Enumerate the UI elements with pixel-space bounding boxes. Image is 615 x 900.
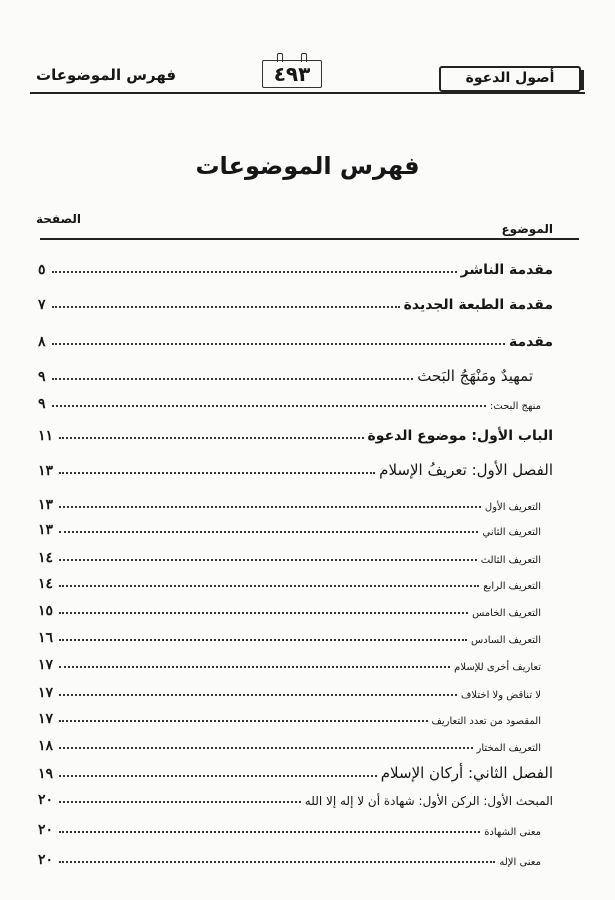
toc-entry-page: ١٣ <box>38 463 54 479</box>
toc-leader-dots <box>59 531 478 533</box>
toc-entry <box>38 685 553 701</box>
toc-entry-title: المبحث الأول: الركن الأول: شهادة أن لا إله إلا الله <box>304 794 553 808</box>
toc-entry-title: تعاريف أخرى للإسلام <box>454 662 541 673</box>
page-title: فهرس الموضوعات <box>195 152 420 180</box>
toc-leader-dots <box>59 506 481 508</box>
toc-entry-title: مقدمة الطبعة الجديدة <box>403 297 553 313</box>
toc-entry-title: التعريف الثالث <box>480 555 541 566</box>
toc-leader-dots <box>52 405 486 407</box>
toc-entry-page: ١٨ <box>38 738 54 754</box>
toc-leader-dots <box>59 612 468 614</box>
toc-leader-dots <box>59 694 457 696</box>
toc-entry-title: مقدمة الناشر <box>460 262 553 278</box>
toc-entry <box>38 764 553 782</box>
toc-leader-dots <box>59 747 473 749</box>
toc-entry <box>38 852 553 868</box>
toc-entry-title: الفصل الأول: تعريفُ الإسلام <box>379 461 553 479</box>
toc-leader-dots <box>59 831 480 833</box>
toc-entry-page: ٥ <box>38 262 46 278</box>
toc-entry <box>38 334 553 350</box>
book-title-box: أصول الدعوة <box>439 66 581 92</box>
toc-leader-dots <box>52 271 457 273</box>
toc-entry-title: مقدمة <box>509 334 553 350</box>
toc-entry-page: ١٧ <box>38 657 54 673</box>
toc-leader-dots <box>59 861 495 863</box>
column-header-topic: الموضوع <box>501 222 553 236</box>
toc-entry-page: ١١ <box>38 428 54 444</box>
toc-entry-page: ٩ <box>38 396 46 412</box>
toc-entry-title: المقصود من تعدد التعاريف <box>431 716 541 727</box>
running-header-title: فهرس الموضوعات <box>36 66 177 84</box>
toc-entry <box>38 522 553 538</box>
toc-entry-page: ٧ <box>38 297 46 313</box>
toc-entry <box>38 461 553 479</box>
toc-leader-dots <box>59 775 377 777</box>
toc-entry-page: ١٤ <box>38 576 54 592</box>
toc-entry-page: ٢٠ <box>38 852 54 868</box>
toc-entry <box>38 657 553 673</box>
toc-entry <box>38 367 553 385</box>
toc-entry-page: ١٦ <box>38 630 54 646</box>
toc-leader-dots <box>52 378 414 380</box>
toc-entry-page: ١٥ <box>38 603 54 619</box>
toc-entry-title: التعريف الثاني <box>482 527 541 538</box>
toc-entry-page: ١٩ <box>38 766 54 782</box>
toc-entry-page: ٩ <box>38 369 46 385</box>
toc-entry-title: التعريف الأول <box>484 502 541 513</box>
toc-entry <box>38 550 553 566</box>
toc-entry-title: التعريف الخامس <box>472 608 541 619</box>
toc-leader-dots <box>52 343 505 345</box>
toc-leader-dots <box>59 437 364 439</box>
toc-leader-dots <box>59 666 450 668</box>
toc-entry <box>38 738 553 754</box>
toc-entry <box>38 792 553 808</box>
toc-entry-title: الفصل الثاني: أركان الإسلام <box>380 764 553 782</box>
toc-leader-dots <box>59 585 479 587</box>
toc-entry <box>38 497 553 513</box>
toc-entry-title: معنى الإله <box>499 857 541 868</box>
toc-leader-dots <box>59 559 477 561</box>
toc-entry <box>38 428 553 444</box>
toc-entry-title: الباب الأول: موضوع الدعوة <box>367 428 553 444</box>
toc-entry-title: التعريف المختار <box>476 743 541 754</box>
toc-leader-dots <box>59 720 428 722</box>
toc-leader-dots <box>59 472 375 474</box>
toc-entry-page: ٢٠ <box>38 822 54 838</box>
toc-entry-page: ١٤ <box>38 550 54 566</box>
toc-entry-title: منهج البحث: <box>489 401 541 412</box>
toc-entry-title: التعريف الرابع <box>483 581 541 592</box>
toc-leader-dots <box>59 639 467 641</box>
column-header-page: الصفحة <box>36 212 82 226</box>
toc-entry-page: ٢٠ <box>38 792 54 808</box>
toc-entry-page: ٨ <box>38 334 46 350</box>
page-number: ٤٩٣ <box>262 60 322 88</box>
toc-entry-title: تمهيدٌ ومَنْهَجُ البَحث <box>417 367 533 385</box>
toc-entry-title: معنى الشهادة <box>484 827 541 838</box>
toc-leader-dots <box>59 801 301 803</box>
toc-entry <box>38 576 553 592</box>
toc-entry-title: لا تناقض ولا اختلاف <box>461 690 541 701</box>
toc-entry <box>38 262 553 278</box>
toc-entry <box>38 603 553 619</box>
toc-entry-page: ١٧ <box>38 685 54 701</box>
toc-entry <box>38 822 553 838</box>
toc-entry-title: التعريف السادس <box>471 635 541 646</box>
toc-entry <box>38 630 553 646</box>
toc-entry-page: ١٣ <box>38 497 54 513</box>
toc-entry <box>38 297 553 313</box>
toc-leader-dots <box>52 306 400 308</box>
toc-entry <box>38 396 553 412</box>
toc-entry <box>38 711 553 727</box>
toc-entry-page: ١٧ <box>38 711 54 727</box>
toc-entry-page: ١٣ <box>38 522 54 538</box>
